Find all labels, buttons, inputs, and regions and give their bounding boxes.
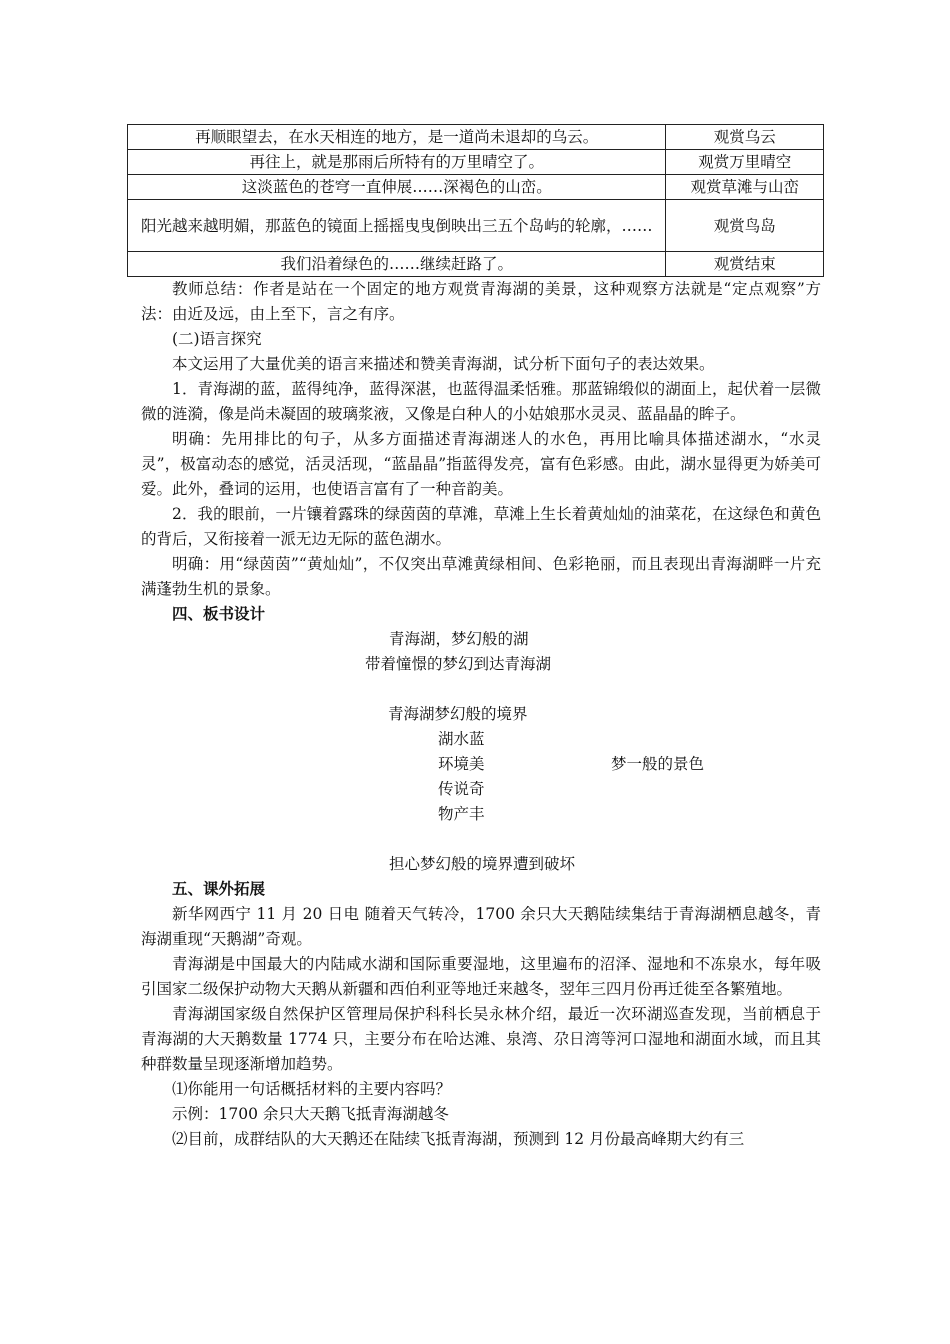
table-row bbox=[128, 175, 824, 200]
question: ⑴你能用一句话概括材料的主要内容吗？ bbox=[172, 1080, 452, 1098]
paragraph: 本文运用了大量优美的语言来描述和赞美青海湖，试分析下面句子的表达效果。 bbox=[172, 355, 715, 373]
board-line: 青海湖梦幻般的境界 bbox=[388, 705, 528, 723]
board-item: 物产丰 bbox=[438, 805, 485, 823]
board-item: 湖水蓝 bbox=[438, 730, 485, 748]
paragraph: 青海湖国家级自然保护区管理局保护科科长吴永林介绍，最近一次环湖巡查发现，当前栖息于青海湖的大天鹅数量 1774 只，主要分布在哈达滩、泉湾、尕日湾等河口湿地和湖面水域，而且其种群数量呈现逐渐增加趋势。 bbox=[141, 1005, 821, 1073]
table-cell-tag: 观赏万里晴空 bbox=[666, 150, 824, 175]
paragraph: 2．我的眼前，一片镶着露珠的绿茵茵的草滩，草滩上生长着黄灿灿的油菜花，在这绿色和黄色的背后，又衔接着一派无边无际的蓝色湖水。 bbox=[141, 505, 821, 548]
table-cell-tag: 观赏乌云 bbox=[666, 125, 824, 150]
paragraph: 新华网西宁 11 月 20 日电 随着天气转冷，1700 余只大天鹅陆续集结于青海湖栖息越冬，青海湖重现“天鹅湖”奇观。 bbox=[141, 905, 821, 948]
section-heading: 四、板书设计 bbox=[172, 605, 266, 623]
table-cell-text: 这淡蓝色的苍穹一直伸展……深褐色的山峦。 bbox=[128, 175, 666, 200]
blackboard-design bbox=[141, 627, 821, 877]
paragraph: 1．青海湖的蓝，蓝得纯净，蓝得深湛，也蓝得温柔恬雅。那蓝锦缎似的湖面上，起伏着一层微微的涟漪，像是尚未凝固的玻璃浆液，又像是白种人的小姑娘那水灵灵、蓝晶晶的眸子。 bbox=[141, 380, 821, 423]
document-body bbox=[141, 277, 821, 1152]
table-cell-text: 阳光越来越明媚，那蓝色的镜面上摇摇曳曳倒映出三五个岛屿的轮廓，…… bbox=[128, 200, 666, 252]
board-side-note: 梦一般的景色 bbox=[611, 755, 705, 773]
board-line: 担心梦幻般的境界遭到破坏 bbox=[389, 855, 576, 873]
question: ⑵目前，成群结队的大天鹅还在陆续飞抵青海湖，预测到 12 月份最高峰期大约有三 bbox=[172, 1130, 745, 1148]
board-title: 青海湖，梦幻般的湖 bbox=[389, 630, 529, 648]
table-cell-tag: 观赏结束 bbox=[666, 252, 824, 277]
table-row bbox=[128, 150, 824, 175]
table-row bbox=[128, 125, 824, 150]
table-row bbox=[128, 200, 824, 252]
table-cell-text: 再往上，就是那雨后所特有的万里晴空了。 bbox=[128, 150, 666, 175]
observation-table bbox=[127, 124, 824, 277]
section-subtitle: (二)语言探究 bbox=[172, 330, 262, 348]
board-item: 传说奇 bbox=[438, 780, 485, 798]
paragraph: 明确：先用排比的句子，从多方面描述青海湖迷人的水色，再用比喻具体描述湖水，“水灵灵”，极富动态的感觉，活灵活现，“蓝晶晶”指蓝得发亮，富有色彩感。由此，湖水显得更为娇美可爱。此外，叠词的运用，也使语言富有了一种音韵美。 bbox=[141, 430, 821, 498]
table-row bbox=[128, 252, 824, 277]
paragraph: 青海湖是中国最大的内陆咸水湖和国际重要湿地，这里遍布的沼泽、湿地和不冻泉水，每年吸引国家二级保护动物大天鹅从新疆和西伯利亚等地迁来越冬，翌年三四月份再迁徙至各繁殖地。 bbox=[141, 955, 821, 998]
table-cell-tag: 观赏鸟岛 bbox=[666, 200, 824, 252]
table-cell-text: 再顺眼望去，在水天相连的地方，是一道尚未退却的乌云。 bbox=[128, 125, 666, 150]
paragraph: 明确：用“绿茵茵”“黄灿灿”，不仅突出草滩黄绿相间、色彩艳丽，而且表现出青海湖畔一片充满蓬勃生机的景象。 bbox=[141, 555, 821, 598]
answer-example: 示例：1700 余只大天鹅飞抵青海湖越冬 bbox=[172, 1105, 449, 1123]
board-line: 带着憧憬的梦幻到达青海湖 bbox=[365, 655, 552, 673]
table-cell-tag: 观赏草滩与山峦 bbox=[666, 175, 824, 200]
board-item: 环境美 bbox=[438, 755, 485, 773]
teacher-summary: 教师总结：作者是站在一个固定的地方观赏青海湖的美景，这种观察方法就是“定点观察”方法：由近及远，由上至下，言之有序。 bbox=[141, 280, 821, 323]
section-heading: 五、课外拓展 bbox=[172, 880, 266, 898]
table-cell-text: 我们沿着绿色的……继续赶路了。 bbox=[128, 252, 666, 277]
